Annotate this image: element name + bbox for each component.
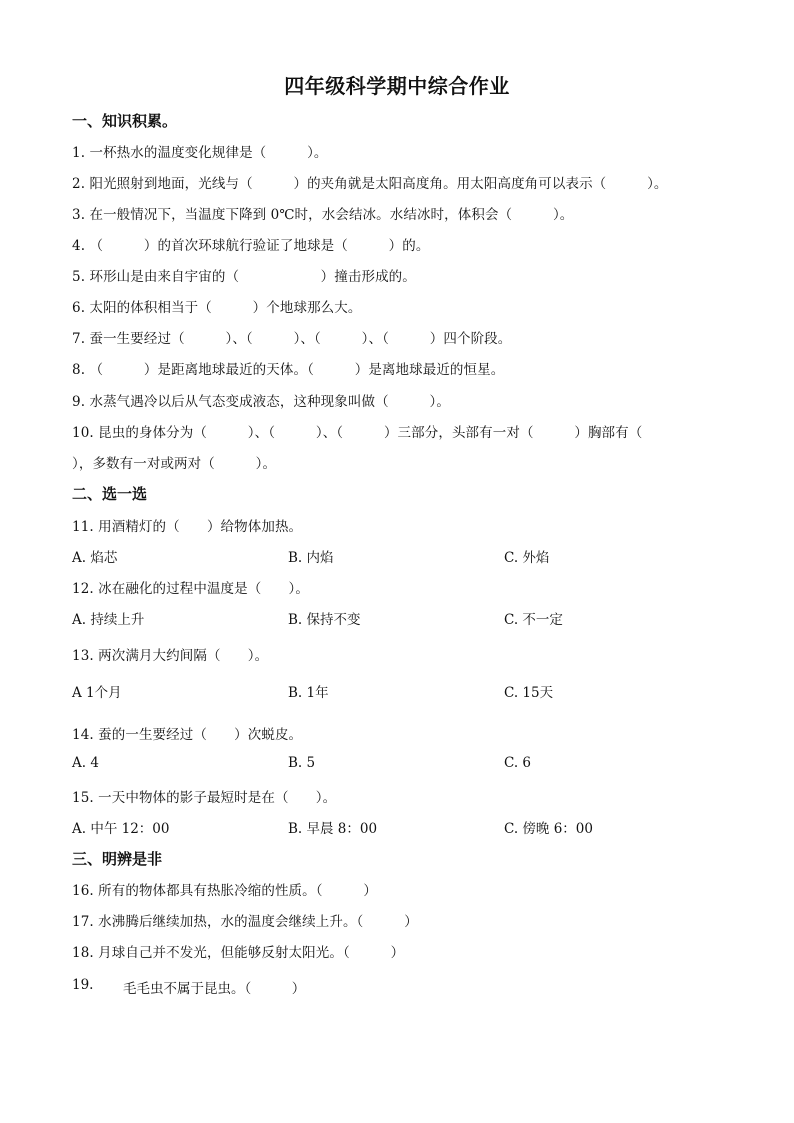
question-8: 8. （ ）是距离地球最近的天体。（ ）是离地球最近的恒星。 bbox=[72, 362, 505, 378]
section-heading-knowledge: 一、知识积累。 bbox=[72, 112, 178, 130]
question-19: 毛毛虫不属于昆虫。（ ） bbox=[123, 981, 306, 997]
option-12-b: B. 保持不变 bbox=[288, 612, 361, 628]
question-9: 9. 水蒸气遇冷以后从气态变成液态，这种现象叫做（ ）。 bbox=[72, 394, 450, 410]
section-heading-true-false: 三、明辨是非 bbox=[72, 850, 163, 868]
question-18: 18. 月球自己并不发光，但能够反射太阳光。（ ） bbox=[72, 945, 405, 961]
question-11: 11. 用酒精灯的（ ）给物体加热。 bbox=[72, 519, 303, 535]
option-12-c: C. 不一定 bbox=[504, 612, 563, 628]
question-3: 3. 在一般情况下，当温度下降到 0℃时，水会结冰。水结冰时，体积会（ ）。 bbox=[72, 207, 574, 223]
option-11-c: C. 外焰 bbox=[504, 550, 550, 566]
option-14-b: B. 5 bbox=[288, 755, 316, 771]
question-4: 4. （ ）的首次环球航行验证了地球是（ ）的。 bbox=[72, 238, 430, 254]
question-10: 10. 昆虫的身体分为（ ）、（ ）、（ ）三部分，头部有一对（ ）胸部有（ bbox=[72, 425, 643, 441]
option-12-a: A. 持续上升 bbox=[72, 612, 145, 628]
option-14-a: A. 4 bbox=[72, 755, 99, 771]
option-13-a: A 1个月 bbox=[72, 685, 122, 701]
question-7: 7. 蚕一生要经过（ ）、（ ）、（ ）、（ ）四个阶段。 bbox=[72, 331, 512, 347]
option-11-b: B. 内焰 bbox=[288, 550, 334, 566]
question-16: 16. 所有的物体都具有热胀冷缩的性质。（ ） bbox=[72, 883, 378, 899]
question-10-continued: ），多数有一对或两对（ ）。 bbox=[72, 456, 277, 472]
question-13: 13. 两次满月大约间隔（ ）。 bbox=[72, 648, 269, 664]
question-1: 1. 一杯热水的温度变化规律是（ ）。 bbox=[72, 145, 328, 161]
question-12: 12. 冰在融化的过程中温度是（ ）。 bbox=[72, 581, 310, 597]
option-13-c: C. 15天 bbox=[504, 685, 554, 701]
option-14-c: C. 6 bbox=[504, 755, 532, 771]
option-15-a: A. 中午 12：00 bbox=[72, 821, 170, 837]
question-17: 17. 水沸腾后继续加热，水的温度会继续上升。（ ） bbox=[72, 914, 418, 930]
question-6: 6. 太阳的体积相当于（ ）个地球那么大。 bbox=[72, 300, 362, 316]
question-19-number: 19. bbox=[72, 977, 94, 993]
section-heading-choice: 二、选一选 bbox=[72, 485, 148, 503]
question-5: 5. 环形山是由来自宇宙的（ ）撞击形成的。 bbox=[72, 269, 416, 285]
option-13-b: B. 1年 bbox=[288, 685, 329, 701]
question-15: 15. 一天中物体的影子最短时是在（ ）。 bbox=[72, 790, 337, 806]
question-2: 2. 阳光照射到地面，光线与（ ）的夹角就是太阳高度角。用太阳高度角可以表示（ ）。 bbox=[72, 176, 668, 192]
option-15-b: B. 早晨 8：00 bbox=[288, 821, 378, 837]
option-11-a: A. 焰芯 bbox=[72, 550, 118, 566]
question-14: 14. 蚕的一生要经过（ ）次蜕皮。 bbox=[72, 727, 303, 743]
option-15-c: C. 傍晚 6：00 bbox=[504, 821, 593, 837]
page-title: 四年级科学期中综合作业 bbox=[284, 74, 510, 98]
